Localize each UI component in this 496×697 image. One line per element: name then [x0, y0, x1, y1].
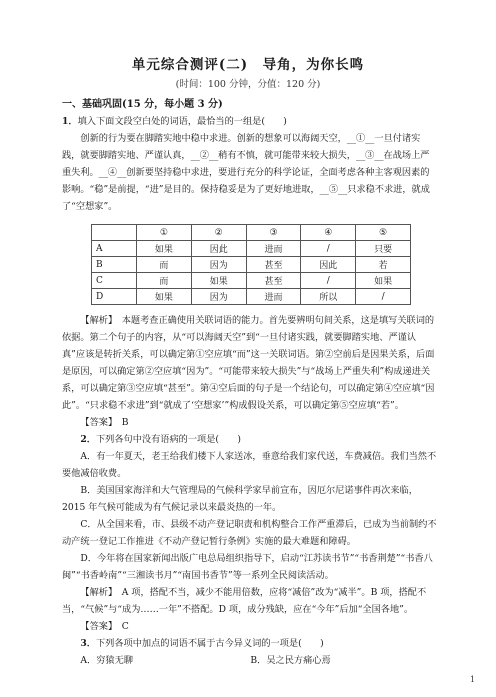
question-3-options: [62, 652, 438, 669]
table-cell: ①: [137, 225, 192, 241]
table-cell: /: [356, 289, 411, 305]
table-cell: 而: [137, 273, 192, 289]
table-row: [92, 273, 411, 289]
question-3-option-b: B．吴之民方痛心焉: [250, 655, 331, 666]
table-cell: C: [92, 273, 137, 289]
table-cell: 甚至: [246, 273, 301, 289]
table-cell: 因此: [191, 241, 246, 257]
table-cell: D: [92, 289, 137, 305]
table-cell: ②: [191, 225, 246, 241]
question-2-option-a: A．有一年夏天，老王给我们楼下人家送冰，垂意给我们家代送，车费减倍。我们当然不要他减倍收费。: [62, 451, 437, 479]
analysis-block: [62, 312, 438, 669]
table-cell: 因为: [191, 257, 246, 273]
table-cell: 甚至: [246, 257, 301, 273]
document-subtitle: (时间：100 分钟，分值：120 分): [175, 79, 321, 90]
options-table: [91, 224, 411, 305]
table-cell: A: [92, 241, 137, 257]
table-row: [92, 289, 411, 305]
table-cell: 如果: [137, 289, 192, 305]
table-cell: 若: [356, 257, 411, 273]
table-row: [92, 241, 411, 257]
table-cell: 如果: [137, 241, 192, 257]
table-cell: 如果: [191, 273, 246, 289]
table-cell: B: [92, 257, 137, 273]
table-cell: [92, 225, 137, 241]
table-cell: ④: [301, 225, 356, 241]
question-2-option-b: B．美国国家海洋和大气管理局的气候科学家早前宣布，因厄尔尼诺事件再次来临，2015 年气候可能成为有气候记录以来最炎热的一年。: [62, 485, 418, 513]
question-3-stem: 3．下列各项中加点的词语不属于古今异义词的一项是( ): [80, 638, 324, 649]
question-2-stem: 2．下列各句中没有语病的一项是( ): [80, 434, 241, 445]
table-cell: ③: [246, 225, 301, 241]
table-cell: /: [301, 241, 356, 257]
table-cell: 而: [137, 257, 192, 273]
table-cell: 因此: [301, 257, 356, 273]
table-cell: /: [301, 273, 356, 289]
table-cell: 因为: [191, 289, 246, 305]
question-3-option-a: A．穷猿无聊: [80, 655, 133, 666]
page-number: 1: [470, 675, 476, 684]
question-2-option-d: D．今年将在国家新闻出版广电总局组织指导下，启动“江苏读书节”“书香荆楚”“书香八闽”“书香岭南”“三湘读书月”“南国书香节”等一系列全民阅读活动。: [62, 553, 433, 581]
question-1-answer: 【答案】 B: [80, 417, 129, 428]
table-cell: ⑤: [356, 225, 411, 241]
document-title: 单元综合测评(二) 导角，为你长鸣: [131, 57, 365, 73]
table-cell: 如果: [356, 273, 411, 289]
section-one: [62, 96, 438, 215]
question-1-passage: 创新的行为要在脚踏实地中稳中求进。创新的想象可以海阔天空，__①__一旦付诸实践，就要脚踏实地、严谨认真，__②__稍有不慎，就可能带来较大损失，__③__在战场上严重失利。__④__创新要坚持稳中求进，要进行充分的科学论证，全面考虑各种主客观因素的影响。“稳”是前提，“进”是目的。保持稳妥是为了更好地进取，__⑤__只求稳不求进，就成了“空想家”。: [62, 133, 430, 212]
question-1-stem: 1．填入下面文段空白处的词语，最恰当的一组是( ): [62, 116, 287, 127]
table-cell: 进而: [246, 241, 301, 257]
table-cell: 进而: [246, 289, 301, 305]
question-1-analysis: 【解析】 本题考查正确使用关联词语的能力。首先要辨明句间关系，这是填写关联词的依据。第二个句子的内容，从“可以海阔天空”到“一旦付诸实践，就要脚踏实地、严谨认真”应该是转折关系，可以确定第①空应填“而”这一关联词语。第②空前后是因果关系，后面是原因，可以确定第②空应填“因为”。“可能带来较大损失”与“战场上严重失利”构成递进关系，可以确定第③空应填“甚至”。第④空后面的句子是一个结论句，可以确定第④空应填“因此”。“只求稳不求进”到“就成了‘空想家’”构成假设关系，可以确定第⑤空应填“若”。: [62, 315, 435, 411]
table-cell: 所以: [301, 289, 356, 305]
question-2-option-c: C．从全国来看，市、县级不动产登记职责和机构整合工作严重滞后，已成为当前制约不动产统一登记工作推进《不动产登记暂行条例》实施的最大难题和障碍。: [62, 519, 437, 547]
question-2-answer: 【答案】 C: [80, 621, 129, 632]
table-row: [92, 257, 411, 273]
table-header-row: [92, 225, 411, 241]
table-cell: 只要: [356, 241, 411, 257]
question-2-analysis: 【解析】 A 项，搭配不当，减少不能用倍数，应将“减倍”改为“减半”。B 项，搭配不当，“气候”与“成为……一年”不搭配。D 项，成分残缺，应在“今年”后加“全国各地”。: [62, 587, 427, 615]
section-heading: 一、基础巩固(15 分，每小题 3 分): [62, 99, 223, 110]
